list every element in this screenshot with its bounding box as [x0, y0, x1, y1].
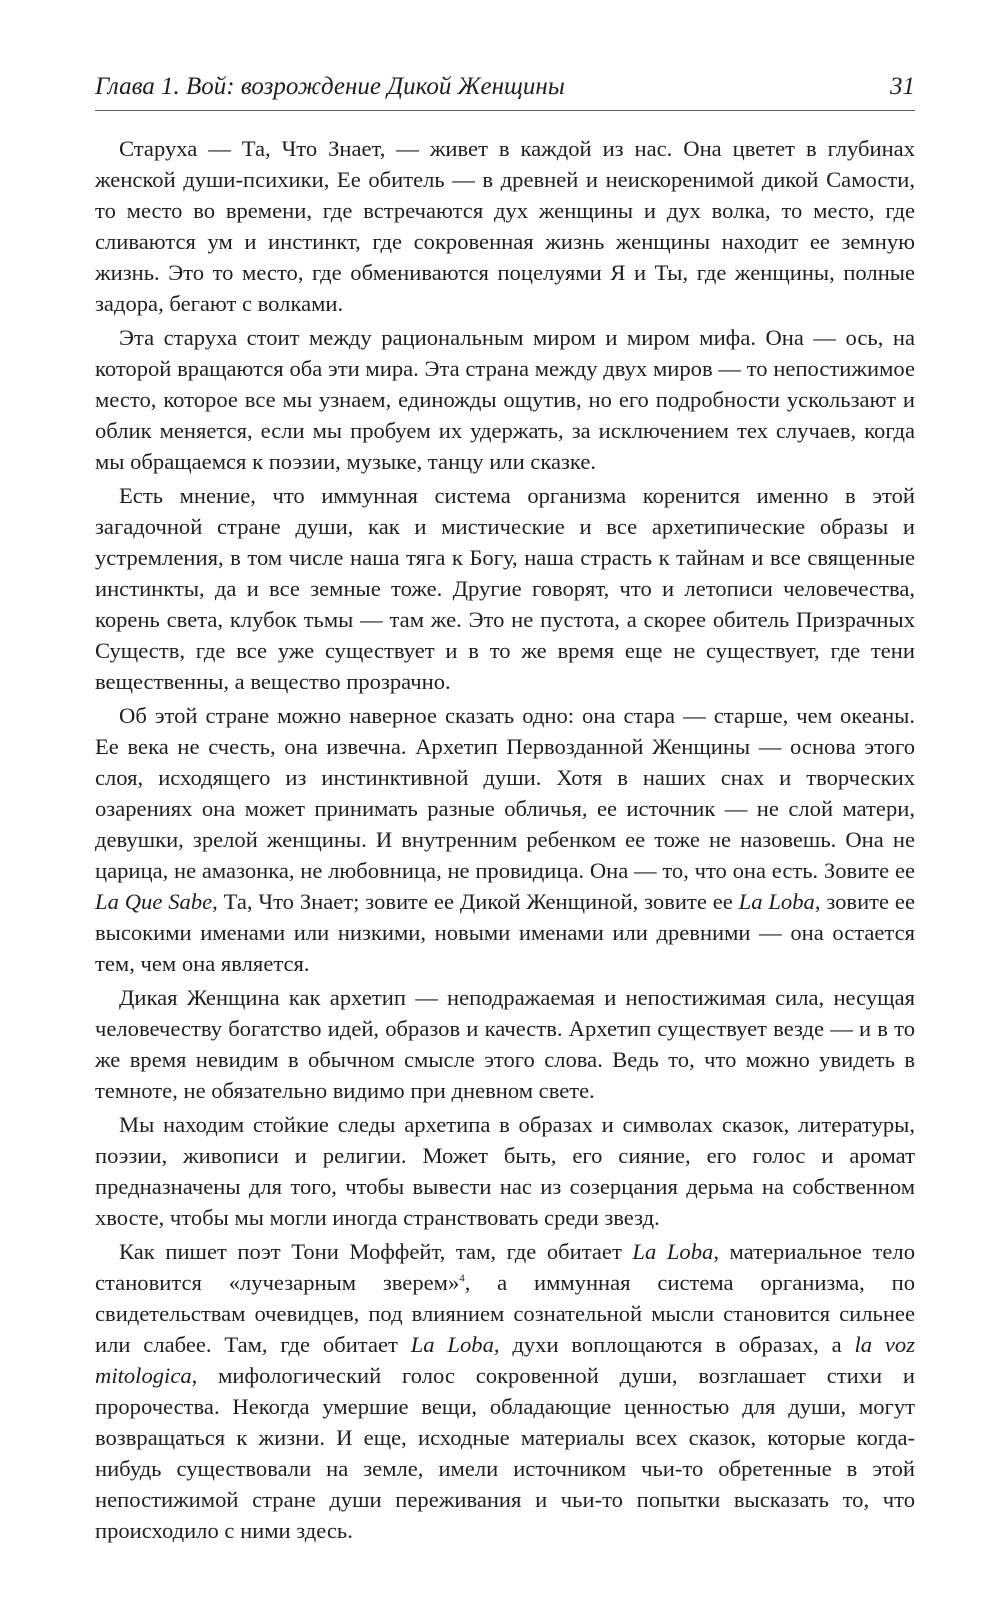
paragraph-6: Мы находим стойкие следы архетипа в образах и символах сказок, литературы, поэзии, живописи и религии. Может быть, его сияние, его голос и аромат предназначены для того, чтобы вывести нас из созерцания дерьма на собственном хвосте, чтобы мы могли иногда странствовать среди звезд. [95, 1112, 915, 1230]
term-la-que-sabe: La Que Sabe [95, 889, 213, 914]
term-la-loba: La Loba [410, 1332, 494, 1357]
paragraph-4-part-2: , Та, Что Знает; зовите ее Дикой Женщиной, зовите ее [212, 889, 739, 914]
term-la-voz-mitologica: la voz mitologica [95, 1332, 916, 1388]
paragraph-4-part-1: Об этой стране можно наверное сказать одно: она стара — старше, чем океаны. Ее века не счесть, она извечна. Архетип Первозданной Женщины — основа этого слоя, исходящего из инстинктивной души. Хотя в наших снах и творческих озарениях она может принимать разные обличья, ее источник — не слой матери, девушки, зрелой женщины. И внутренним ребенком ее тоже не назовешь. Она не царица, не амазонка, не любовница, не провидица. Она — то, что она есть. Зовите ее [95, 703, 915, 883]
term-la-loba: La Loba [632, 1239, 714, 1264]
term-la-loba: La Loba [738, 889, 815, 914]
book-page [95, 72, 915, 1549]
chapter-title: Глава 1. Вой: возрождение Дикой Женщины [95, 73, 565, 100]
paragraph-7-part-1: Как пишет поэт Тони Моффейт, там, где обитает [119, 1239, 633, 1264]
paragraph-7-part-3: , а иммунная система организма, по свидетельствам очевидцев, под влиянием сознательной мысли становится сильнее или слабее. Там, где обитает [95, 1270, 915, 1357]
paragraph-3: Есть мнение, что иммунная система организма коренится именно в этой загадочной стране души, как и мистические и все архетипические образы и устремления, в том числе наша тяга к Богу, наша страсть к тайнам и все священные инстинкты, да и все земные тоже. Другие говорят, что и летописи человечества, корень света, клубок тьмы — там же. Это не пустота, а скорее обитель Призрачных Существ, где все уже существует и в то же время еще не существует, где тени вещественны, а вещество прозрачно. [95, 483, 915, 694]
paragraph-7-part-5: , мифологический голос сокровенной души, возглашает стихи и пророчества. Некогда умершие вещи, обладающие ценностью для души, могут возвращаться к жизни. И еще, исходные материалы всех сказок, которые когда-нибудь существовали на земле, имели источником чьи-то обретенные в этой непостижимой стране души переживания и чьи-то попытки высказать то, что происходило с ними здесь. [95, 1363, 915, 1543]
paragraph-2: Эта старуха стоит между рациональным миром и миром мифа. Она — ось, на которой вращаются оба эти мира. Эта страна между двух миров — то непостижимое место, которое все мы узнаем, единожды ощутив, но его подробности ускользают и облик меняется, если мы пробуем их удержать, за исключением тех случаев, когда мы обращаемся к поэзии, музыке, танцу или сказке. [95, 325, 915, 474]
body-text [95, 133, 915, 1546]
running-head [95, 72, 915, 111]
footnote-reference[interactable]: 4 [459, 1272, 465, 1285]
page-number: 31 [890, 73, 915, 100]
paragraph-7-part-2: , материальное тело становится «лучезарным зверем» [95, 1239, 915, 1295]
paragraph-7 [95, 1236, 915, 1546]
paragraph-1: Старуха — Та, Что Знает, — живет в каждой из нас. Она цветет в глубинах женской души-психики, Ее обитель — в древней и неискоренимой дикой Самости, то место во времени, где встречаются дух женщины и дух волка, то место, где сливаются ум и инстинкт, где сокровенная жизнь женщины находит ее земную жизнь. Это то место, где обмениваются поцелуями Я и Ты, где женщины, полные задора, бегают с волками. [95, 136, 915, 316]
paragraph-5: Дикая Женщина как архетип — неподражаемая и непостижимая сила, несущая человечеству богатство идей, образов и качеств. Архетип существует везде — и в то же время невидим в обычном смысле этого слова. Ведь то, что можно увидеть в темноте, не обязательно видимо при дневном свете. [95, 985, 915, 1103]
paragraph-4-part-3: , зовите ее высокими именами или низкими, новыми именами или древними — она остается тем, чем она является. [95, 889, 915, 976]
paragraph-7-part-4: , духи воплощаются в образах, а [493, 1332, 855, 1357]
paragraph-4 [95, 700, 915, 979]
